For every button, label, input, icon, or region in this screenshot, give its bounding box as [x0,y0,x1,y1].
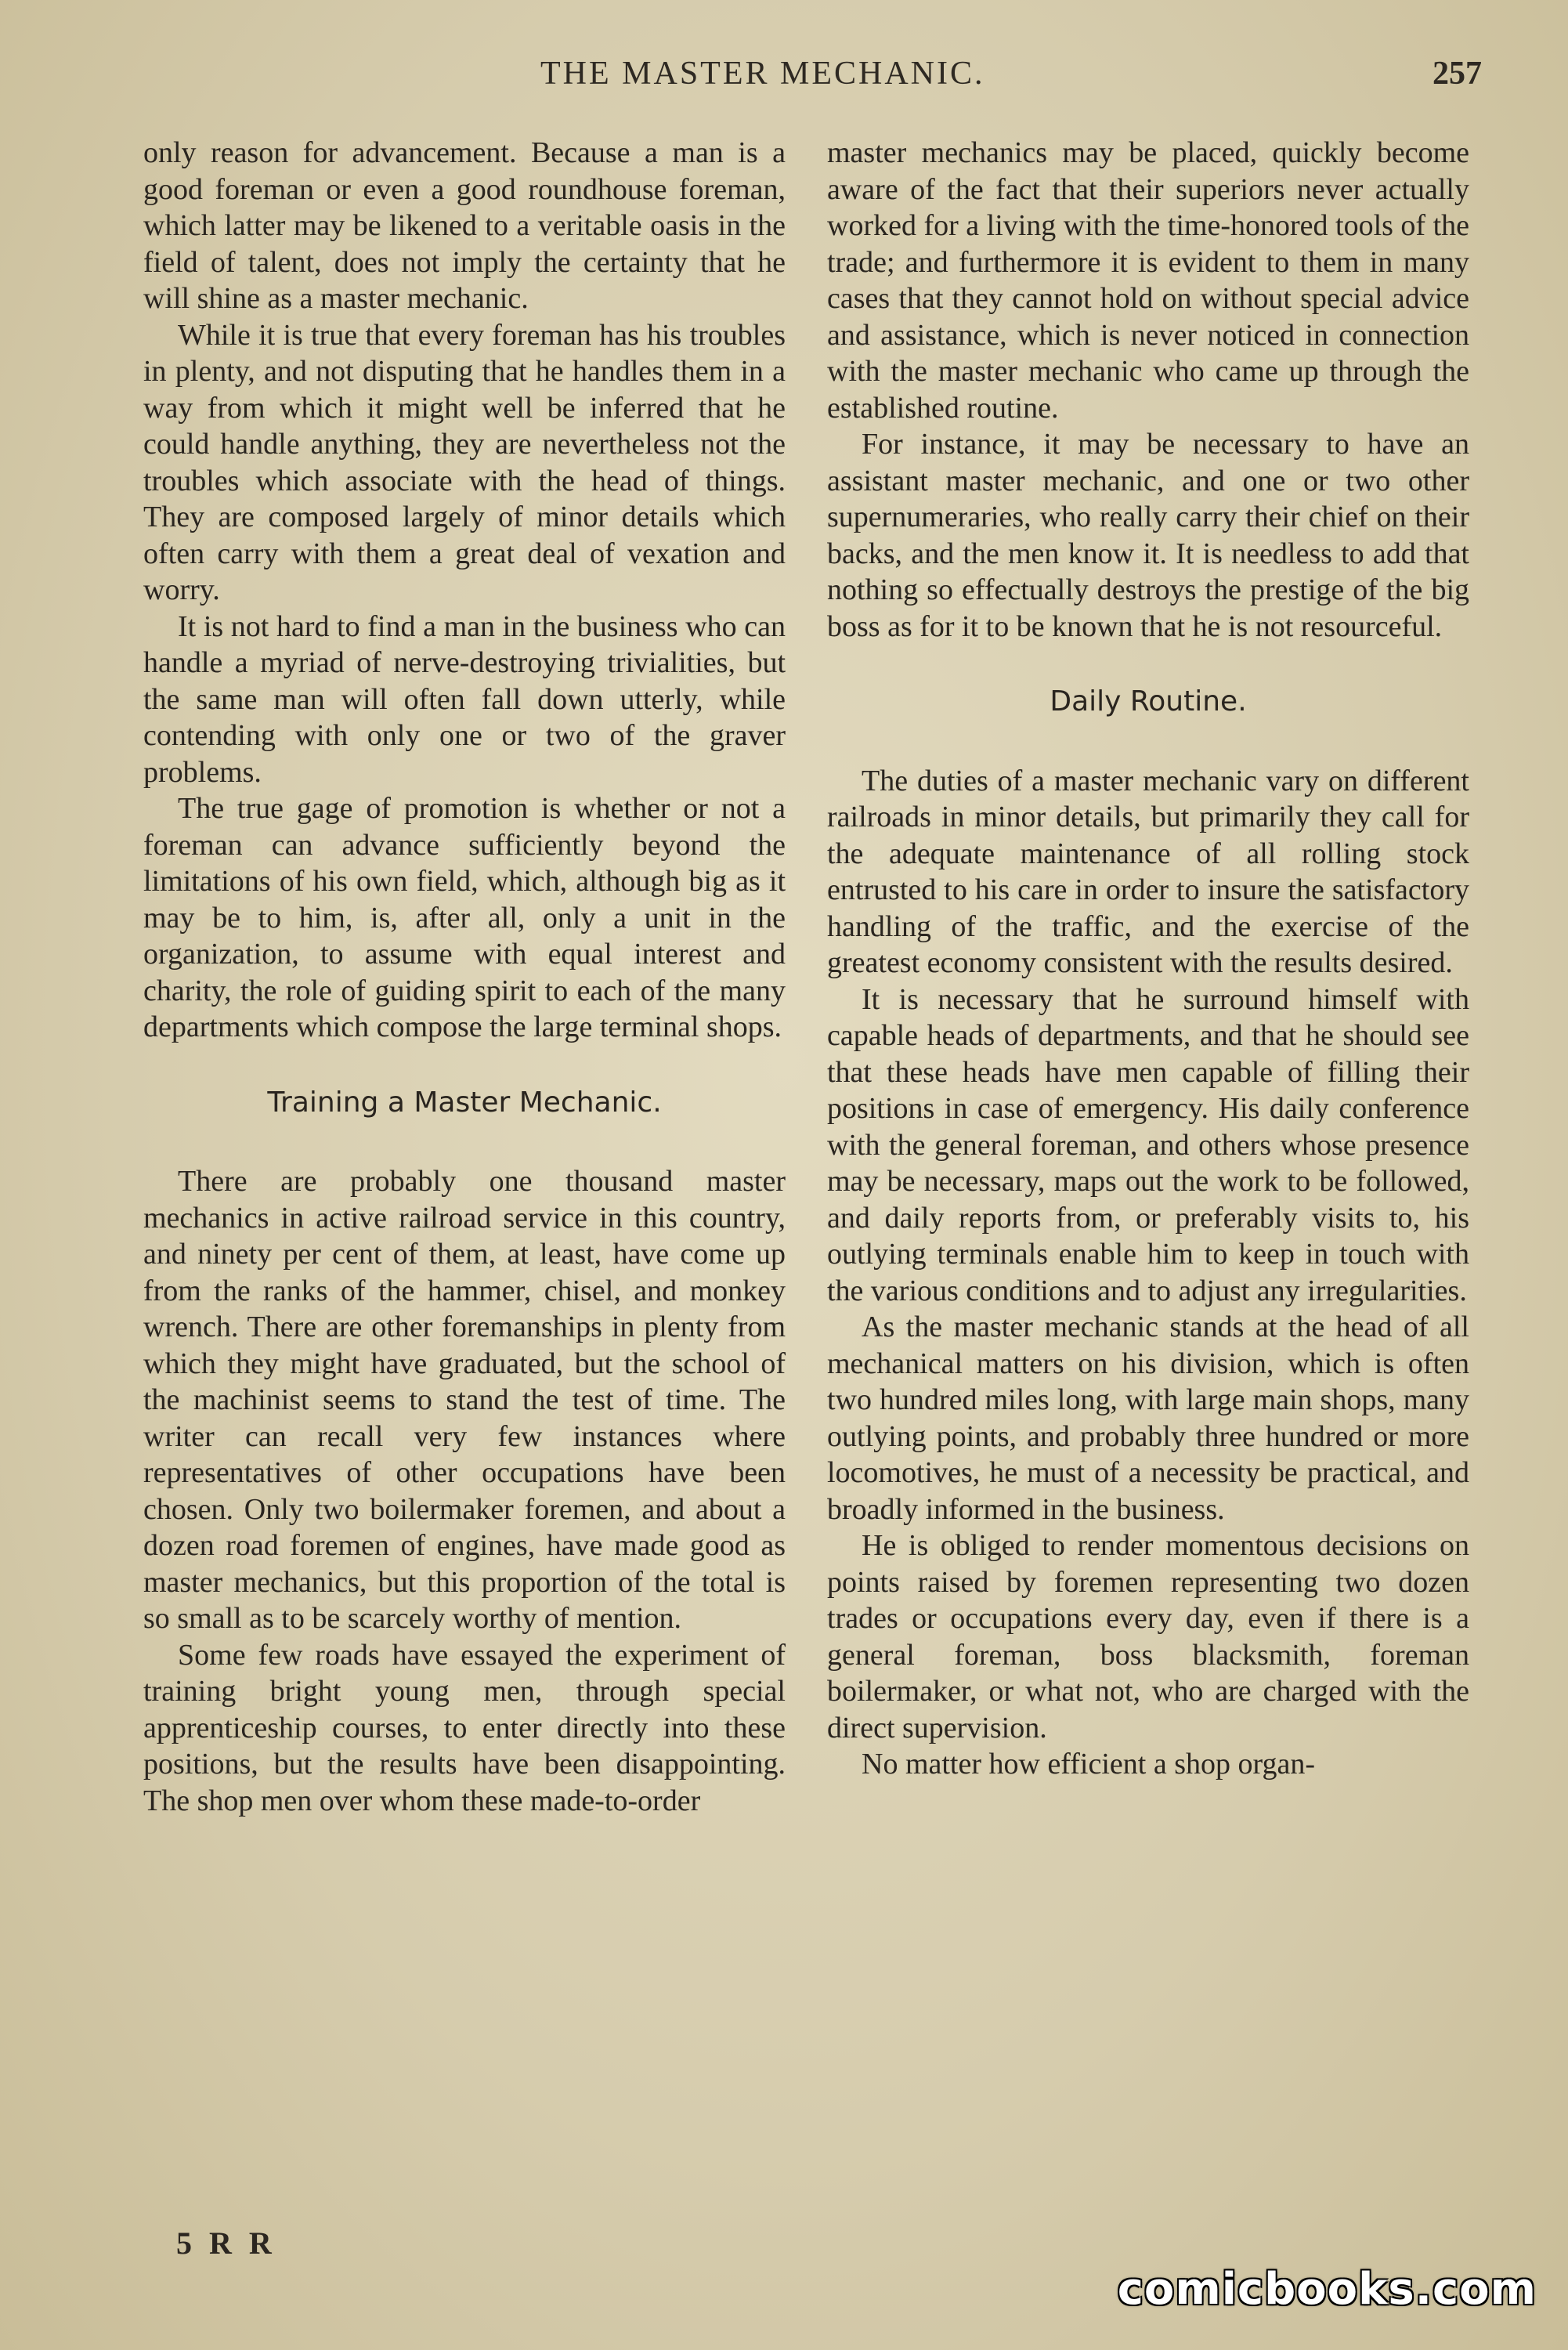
paragraph: No matter how efficient a shop organ- [862,1748,1315,1781]
page-number: 257 [1433,56,1482,92]
paragraph: only reason for advancement. Because a man is a good foreman or even a good roundhouse foreman, which latter may be likened to a veritable oasis in the field of talent, does not imply the certainty that he will shine as a master mechanic. [143,136,786,315]
paragraph: Some few roads have essayed the experiment of training bright young men, through special apprenticeship courses, to enter directly into these positions, but the results have been disappointing. The shop men over whom these made-to-order [143,1638,786,1817]
left-column [143,135,786,1819]
right-column [827,135,1469,1783]
paragraph: For instance, it may be necessary to have an assistant master mechanic, and one or two other supernumeraries, who really carry their chief on their backs, and the men know it. It is needless to add that nothing so effectually destroys the prestige of the big boss as for it to be known that he is not resourceful. [827,428,1469,643]
running-head: THE MASTER MECHANIC. [540,56,985,92]
page-header [0,55,1568,110]
section-heading: Daily Routine. [1050,685,1247,718]
printer-signature-mark: 5 R R [176,2225,276,2261]
watermark: comicbooks.com [1117,2264,1537,2315]
paragraph: He is obliged to render momentous decisions on points raised by foremen representing two dozen trades or occupations every day, even if there is a general foreman, boss blacksmith, foreman boilermaker, or what not, who are charged with the direct supervision. [827,1529,1469,1744]
paragraph: While it is true that every foreman has his troubles in plenty, and not disputing that he handles them in a way from which it might well be inferred that he could handle anything, they are nevertheless not the troubles which associate with the head of things. They are composed largely of minor details which often carry with them a great deal of vexation and worry. [143,318,786,606]
paragraph: The duties of a master mechanic vary on different railroads in minor details, but primarily they call for the adequate maintenance of all rolling stock entrusted to his care in order to insure the satisfactory handling of the traffic, and the exercise of the greatest economy consistent with the results desired. [827,764,1469,979]
paragraph: There are probably one thousand master mechanics in active railroad service in this country, and ninety per cent of them, at least, have come up from the ranks of the hammer, chisel, and monkey wrench. There are other foremanships in plenty from which they might have graduated, but the school of the machinist seems to stand the test of time. The writer can recall very few instances where representatives of other occupations have been chosen. Only two boilermaker foremen, and about a dozen road foremen of engines, have made good as master mechanics, but this proportion of the total is so small as to be scarcely worthy of mention. [143,1165,786,1635]
section-heading: Training a Master Mechanic. [267,1086,662,1119]
paragraph: The true gage of promotion is whether or not a foreman can advance sufficiently beyond the limitations of his own field, which, although big as it may be to him, is, after all, only a unit in the organization, to assume with equal interest and charity, the role of guiding spirit to each of the many departments which compose the large terminal shops. [143,792,786,1043]
paragraph: It is necessary that he surround himself with capable heads of departments, and that he should see that these heads have men capable of filling their positions in case of emergency. His daily conference with the general foreman, and others whose presence may be necessary, maps out the work to be followed, and daily reports from, or preferably visits to, his outlying terminals enable him to keep in touch with the various conditions and to adjust any irregularities. [827,982,1469,1307]
paragraph: It is not hard to find a man in the business who can handle a myriad of nerve-destroying trivialities, but the same man will often fall down utterly, while contending with only one or two of the graver problems. [143,609,786,789]
paragraph: master mechanics may be placed, quickly become aware of the fact that their superiors never actually worked for a living with the time-honored tools of the trade; and furthermore it is evident to them in many cases that they cannot hold on without special advice and assistance, which is never noticed in connection with the master mechanic who came up through the established routine. [827,136,1469,425]
paragraph: As the master mechanic stands at the head of all mechanical matters on his division, which is often two hundred miles long, with large main shops, many outlying points, and probably three hundred or more locomotives, he must of a necessity be practical, and broadly informed in the business. [827,1311,1469,1526]
